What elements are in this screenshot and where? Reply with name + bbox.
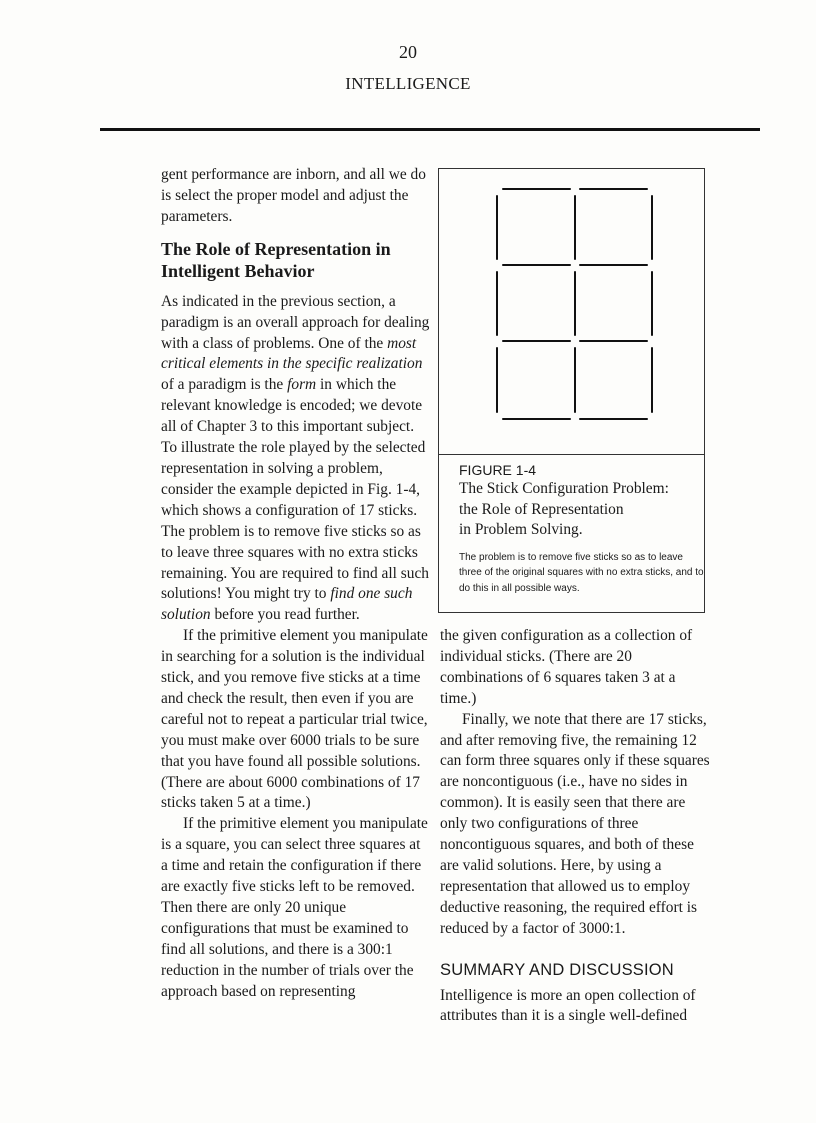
section-heading: SUMMARY AND DISCUSSION xyxy=(440,960,674,979)
stick-configuration-diagram xyxy=(439,169,704,453)
right-column xyxy=(440,626,715,1027)
paragraph: If the primitive element you manipulate is a square, you can select three squares at a time and retain the configuration if there are exactly five sticks left to be removed. Then there are only 20 unique configurations that must be examined to find all solutions, and there is a 300:1 reduction in the number of trials over the approach based on representing xyxy=(161,815,428,1000)
header-rule xyxy=(100,128,760,131)
paragraph: If the primitive element you manipulate in searching for a solution is the individual stick, and you remove five sticks at a time and check the result, then even if you are careful not to repeat a particular trial twice, you must make over 6000 trials to be sure that you have found all possible solutions. (There are about 6000 combinations of 17 sticks taken 5 at a time.) xyxy=(161,627,428,812)
figure-box xyxy=(438,168,705,613)
paragraph: As indicated in the previous section, a paradigm is an overall approach for dealing with a class of problems. One of the most critical elements in the specific realization of a paradigm is the form in which the relevant knowledge is encoded; we devote all of Chapter 3 to this important subject. To illustrate the role played by the selected representation in solving a problem, consider the example depicted in Fig. 1-4, which shows a configuration of 17 sticks. The problem is to remove five sticks so as to leave three squares with no extra sticks remaining. You are required to find all such solutions! You might try to find one such solution before you read further. xyxy=(161,292,430,624)
page-number: 20 xyxy=(399,42,417,62)
figure-note: The problem is to remove five sticks so as to leave three of the original squares with no extra sticks, and to do this in all possible ways. xyxy=(459,551,704,594)
figure-caption xyxy=(439,454,704,612)
figure-label: FIGURE 1-4 xyxy=(459,462,537,478)
paragraph: the given configuration as a collection of individual sticks. (There are 20 combinations of 6 squares taken 3 at a time.) xyxy=(440,627,693,707)
running-head: INTELLIGENCE xyxy=(345,74,471,93)
paragraph: Finally, we note that there are 17 sticks, and after removing five, the remaining 12 can form three squares only if these squares are noncontiguous (i.e., have no sides in common). It is easily seen that there are only two configurations of three noncontiguous squares, and both of these are valid solutions. Here, by using a representation that allowed us to employ deductive reasoning, the required effort is reduced by a factor of 3000:1. xyxy=(440,710,710,937)
paragraph: Intelligence is more an open collection of attributes than it is a single well-defined xyxy=(440,986,696,1025)
figure-title: The Stick Configuration Problem: the Role of Representation in Problem Solving. xyxy=(459,480,669,538)
left-column xyxy=(161,165,431,1003)
paragraph: gent performance are inborn, and all we do is select the proper model and adjust the parameters. xyxy=(161,166,426,225)
section-heading: The Role of Representation in Intelligent Behavior xyxy=(161,238,391,281)
